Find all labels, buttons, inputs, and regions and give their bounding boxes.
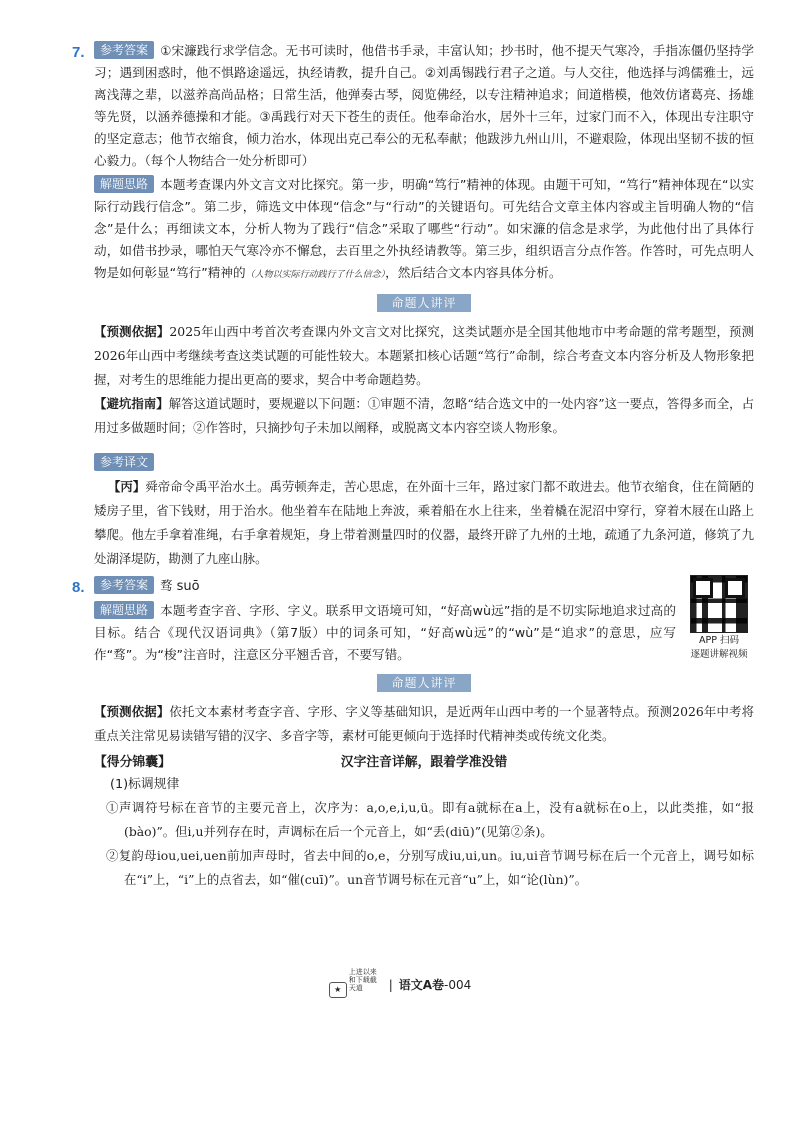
q8-answer-tag: 参考答案 (94, 576, 154, 594)
footer-page-number: -004 (444, 978, 472, 992)
q7-translation (94, 475, 754, 571)
q7-examiner-tag: 命题人讲评 (377, 294, 470, 312)
q8-tips-title: 汉字注音详解，跟着学准没错 (340, 755, 508, 770)
q8-answer-pinyin: suō (176, 579, 200, 594)
q7-approach-text-a: 本题考查课内外文言文对比探究。第一步，明确“笃行”精神的体现。由题干可知，“笃行”精神体现在“以实际行动践行信念”。第二步，筛选文中体现“信念”与“行动”的关键语句。可先结合文章主体内容或主旨明确人物的“信念”是什么；再细读文本，分析人物为了践行“信念”采取了哪些“行动”。如宋濂的信念是求学，为此他付出了具体行动，如借书抄录，哪怕天气寒冷亦不懈怠，去百里之外执经请教等。第三步，组织语言分点作答。作答时，可先点明人物是如何彰显“笃行”精神的 (94, 177, 754, 280)
q8-basis (94, 700, 754, 748)
page-content (72, 40, 755, 892)
q7-basis (94, 320, 754, 392)
q8-answer-char: 骛 (160, 578, 173, 593)
q8-examiner-header (94, 672, 754, 692)
q8-tips-label: 【得分锦囊】 (94, 755, 171, 770)
footer-separator: | (388, 978, 393, 992)
q7-approach-text-b: ，然后结合文本内容具体分析。 (385, 265, 562, 280)
q8-approach-tag: 解题思路 (94, 601, 154, 619)
q8-rule-2: ②复韵母iou,uei,uen前加声母时，省去中间的o,e，分别写成iu,ui,un。iu,ui音节调号标在后一个元音上，调号如标在“i”上，“i”上的点省去，如“催(cuī)”。un音节调号标在元音“u”上，如“论(lùn)”。 (106, 848, 754, 887)
q7-answer-tag: 参考答案 (94, 41, 154, 59)
q7-basis-text: 2025年山西中考首次考查课内外文言文对比探究，这类试题亦是全国其他地市中考命题的常考题型，预测2026年山西中考继续考查这类试题的可能性较大。本题紧扣核心话题“笃行”命制，综合考查文本内容分析及人物形象把握，对考生的思维能力提出更高的要求，契合中考命题趋势。 (94, 324, 754, 387)
q7-translation-text: 舜帝命令禹平治水土。禹劳顿奔走，苦心思虑，在外面十三年，路过家门都不敢进去。他节衣缩食，住在简陋的矮房子里，省下钱财，用于治水。他坐着车在陆地上奔波，乘着船在水上往来，坐着橇在泥沼中穿行，穿着木屐在山路上攀爬。他左手拿着准绳，右手拿着规矩，身上带着测量四时的仪器，最终开辟了九州的土地，疏通了九条河道，修筑了九处湖泽堤防，勘测了九座山脉。 (94, 479, 755, 566)
q7-number: 7. (72, 44, 85, 61)
q7-answer-block (72, 40, 754, 172)
q7-approach-block (94, 174, 754, 286)
q8-examiner-tag: 命题人讲评 (377, 674, 470, 692)
q7-pitfall-text: 解答这道试题时，要规避以下问题：①审题不清，忽略“结合选文中的一处内容”这一要点，答得多而全，占用过多做题时间；②作答时，只摘抄句子未加以阐释，或脱离文本内容空谈人物形象。 (94, 396, 754, 435)
qr-caption-2: 逐题讲解视频 (690, 649, 748, 660)
qr-code-icon[interactable] (690, 575, 748, 633)
q8-tips-header (94, 752, 754, 774)
q7-translation-tag: 参考译文 (94, 453, 154, 471)
q8-number: 8. (72, 579, 85, 596)
q8-basis-text: 依托文本素材考查字音、字形、字义等基础知识，是近两年山西中考的一个显著特点。预测2026年中考将重点关注常见易读错写错的汉字、多音字等，素材可能更倾向于选择时代精神类或传统文化类。 (94, 704, 754, 743)
q7-approach-note: （人物以实际行动践行了什么信念） (245, 270, 386, 280)
qr-code-panel[interactable] (684, 575, 754, 661)
q7-pitfall (94, 392, 754, 440)
footer-page-title: 语文A卷 (398, 978, 445, 992)
q7-approach-tag: 解题思路 (94, 175, 154, 193)
q7-translation-label: 【丙】 (108, 479, 146, 494)
q7-basis-label: 【预测依据】 (94, 324, 170, 339)
q7-translation-header (94, 452, 754, 471)
q8-basis-label: 【预测依据】 (94, 704, 170, 719)
footer-brand: 上进以来和下载截天道 (348, 968, 377, 992)
q8-approach-text: 本题考查字音、字形、字义。联系甲文语境可知，“好高wù远”指的是不切实际地追求过高的目标。结合《现代汉语词典》（第7版）中的词条可知，“好高wù远”的“wù”是“追求”的意思，应写作“骛”。为“梭”注音时，注意区分平翘舌音，不要写错。 (94, 603, 676, 662)
q8-rule-1: ①声调符号标在音节的主要元音上，次序为：a,o,e,i,u,ü。即有a就标在a上，没有a就标在o上，以此类推，如“报(bào)”。但i,u并列存在时，声调标在后一个元音上，如“丢(diū)”(见第②条)。 (106, 800, 754, 839)
page-footer (0, 968, 800, 998)
q8-rule-heading: (1)标调规律 (110, 777, 180, 792)
qr-caption-1: APP 扫码 (699, 635, 739, 646)
q8-approach (94, 600, 676, 666)
q8-answer-block (72, 575, 676, 598)
q7-pitfall-label: 【避坑指南】 (94, 396, 169, 411)
q8-block (72, 575, 754, 666)
publisher-logo-icon: ★ (329, 982, 347, 998)
q7-answer-text: ①宋濂践行求学信念。无书可读时，他借书手录，丰富认知；抄书时，他不提天气寒冷，手指冻僵仍坚持学习；遇到困惑时，他不惧路途遥远，执经请教，提升自己。②刘禹锡践行君子之道。与人交往，他选择与鸿儒雅士，远离浅薄之辈，以滋养高尚品格；日常生活，他弹奏古琴，阅览佛经，以专注精神追求；间道楷模，他效仿诸葛亮、扬雄等先贤，以涵养德操和才能。③禹践行对天下苍生的责任。他奉命治水，居外十三年，过家门而不入，体现出专注职守的坚定意志；他节衣缩食，倾力治水，体现出克己奉公的无私奉献；他跋涉九州山川，不避艰险，体现出坚韧不拔的恒心毅力。（每个人物结合一处分析即可） (94, 43, 754, 168)
q7-examiner-header (94, 292, 754, 312)
